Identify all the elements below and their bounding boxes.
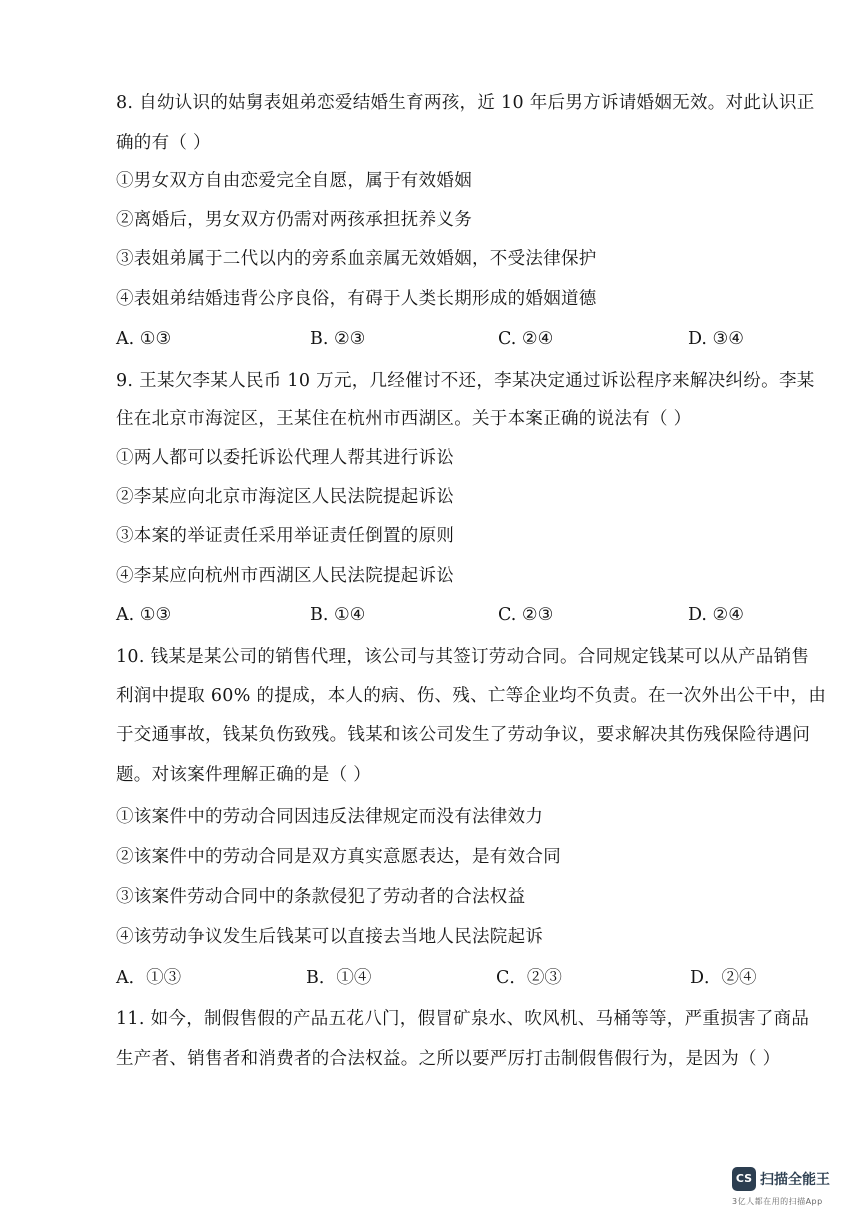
q10-statement-1: ①该案件中的劳动合同因违反法律规定而没有法律效力 bbox=[116, 807, 544, 827]
q11-stem-line-1: 11. 如今，制假售假的产品五花八门，假冒矿泉水、吹风机、马桶等等，严重损害了商品 bbox=[116, 1009, 810, 1029]
q8-stem-line-2: 确的有（ ） bbox=[116, 133, 211, 153]
q9-statement-3: ③本案的举证责任采用举证责任倒置的原则 bbox=[116, 526, 455, 546]
q9-option-a: A. ①③ bbox=[116, 605, 172, 625]
q10-stem-line-1: 10. 钱某是某公司的销售代理，该公司与其签订劳动合同。合同规定钱某可以从产品销售 bbox=[116, 647, 810, 667]
q10-option-a: A．①③ bbox=[116, 968, 182, 988]
q10-statement-2: ②该案件中的劳动合同是双方真实意愿表达，是有效合同 bbox=[116, 847, 561, 867]
scanner-app-name: 扫描全能王 bbox=[760, 1172, 830, 1188]
q8-statement-1: ①男女双方自由恋爱完全自愿，属于有效婚姻 bbox=[116, 171, 472, 191]
q8-stem-line-1: 8. 自幼认识的姑舅表姐弟恋爱结婚生育两孩，近 10 年后男方诉请婚姻无效。对此认识正 bbox=[116, 93, 815, 113]
q11-stem-line-2: 生产者、销售者和消费者的合法权益。之所以要严厉打击制假售假行为，是因为（ ） bbox=[116, 1049, 781, 1069]
q9-statement-4: ④李某应向杭州市西湖区人民法院提起诉讼 bbox=[116, 566, 455, 586]
q8-option-b: B. ②③ bbox=[310, 329, 366, 349]
q8-statement-3: ③表姐弟属于二代以内的旁系血亲属无效婚姻，不受法律保护 bbox=[116, 249, 597, 269]
q10-option-d: D．②④ bbox=[690, 968, 757, 988]
q10-option-c: C．②③ bbox=[496, 968, 562, 988]
q8-statement-4: ④表姐弟结婚违背公序良俗，有碍于人类长期形成的婚姻道德 bbox=[116, 289, 597, 309]
q10-option-b: B．①④ bbox=[306, 968, 372, 988]
q10-statement-4: ④该劳动争议发生后钱某可以直接去当地人民法院起诉 bbox=[116, 927, 544, 947]
scanner-watermark bbox=[732, 1163, 842, 1207]
q8-statement-2: ②离婚后，男女双方仍需对两孩承担抚养义务 bbox=[116, 210, 472, 230]
q9-option-d: D. ②④ bbox=[688, 605, 744, 625]
scanner-logo-icon: CS bbox=[732, 1167, 756, 1191]
scanner-tagline: 3亿人都在用的扫描App bbox=[732, 1197, 823, 1206]
q8-option-d: D. ③④ bbox=[688, 329, 744, 349]
q10-stem-line-4: 题。对该案件理解正确的是（ ） bbox=[116, 765, 372, 785]
q9-statement-1: ①两人都可以委托诉讼代理人帮其进行诉讼 bbox=[116, 448, 455, 468]
q8-option-a: A. ①③ bbox=[116, 329, 172, 349]
q8-option-c: C. ②④ bbox=[498, 329, 554, 349]
q10-stem-line-3: 于交通事故，钱某负伤致残。钱某和该公司发生了劳动争议，要求解决其伤残保险待遇问 bbox=[116, 725, 811, 745]
q10-stem-line-2: 利润中提取 60% 的提成，本人的病、伤、残、亡等企业均不负责。在一次外出公干中，由 bbox=[116, 686, 827, 706]
q9-stem-line-2: 住在北京市海淀区，王某住在杭州市西湖区。关于本案正确的说法有（ ） bbox=[116, 409, 692, 429]
q9-stem-line-1: 9. 王某欠李某人民币 10 万元，几经催讨不还，李某决定通过诉讼程序来解决纠纷。李某 bbox=[116, 371, 815, 391]
q10-statement-3: ③该案件劳动合同中的条款侵犯了劳动者的合法权益 bbox=[116, 887, 526, 907]
q9-statement-2: ②李某应向北京市海淀区人民法院提起诉讼 bbox=[116, 487, 455, 507]
q9-option-b: B. ①④ bbox=[310, 605, 366, 625]
q9-option-c: C. ②③ bbox=[498, 605, 554, 625]
